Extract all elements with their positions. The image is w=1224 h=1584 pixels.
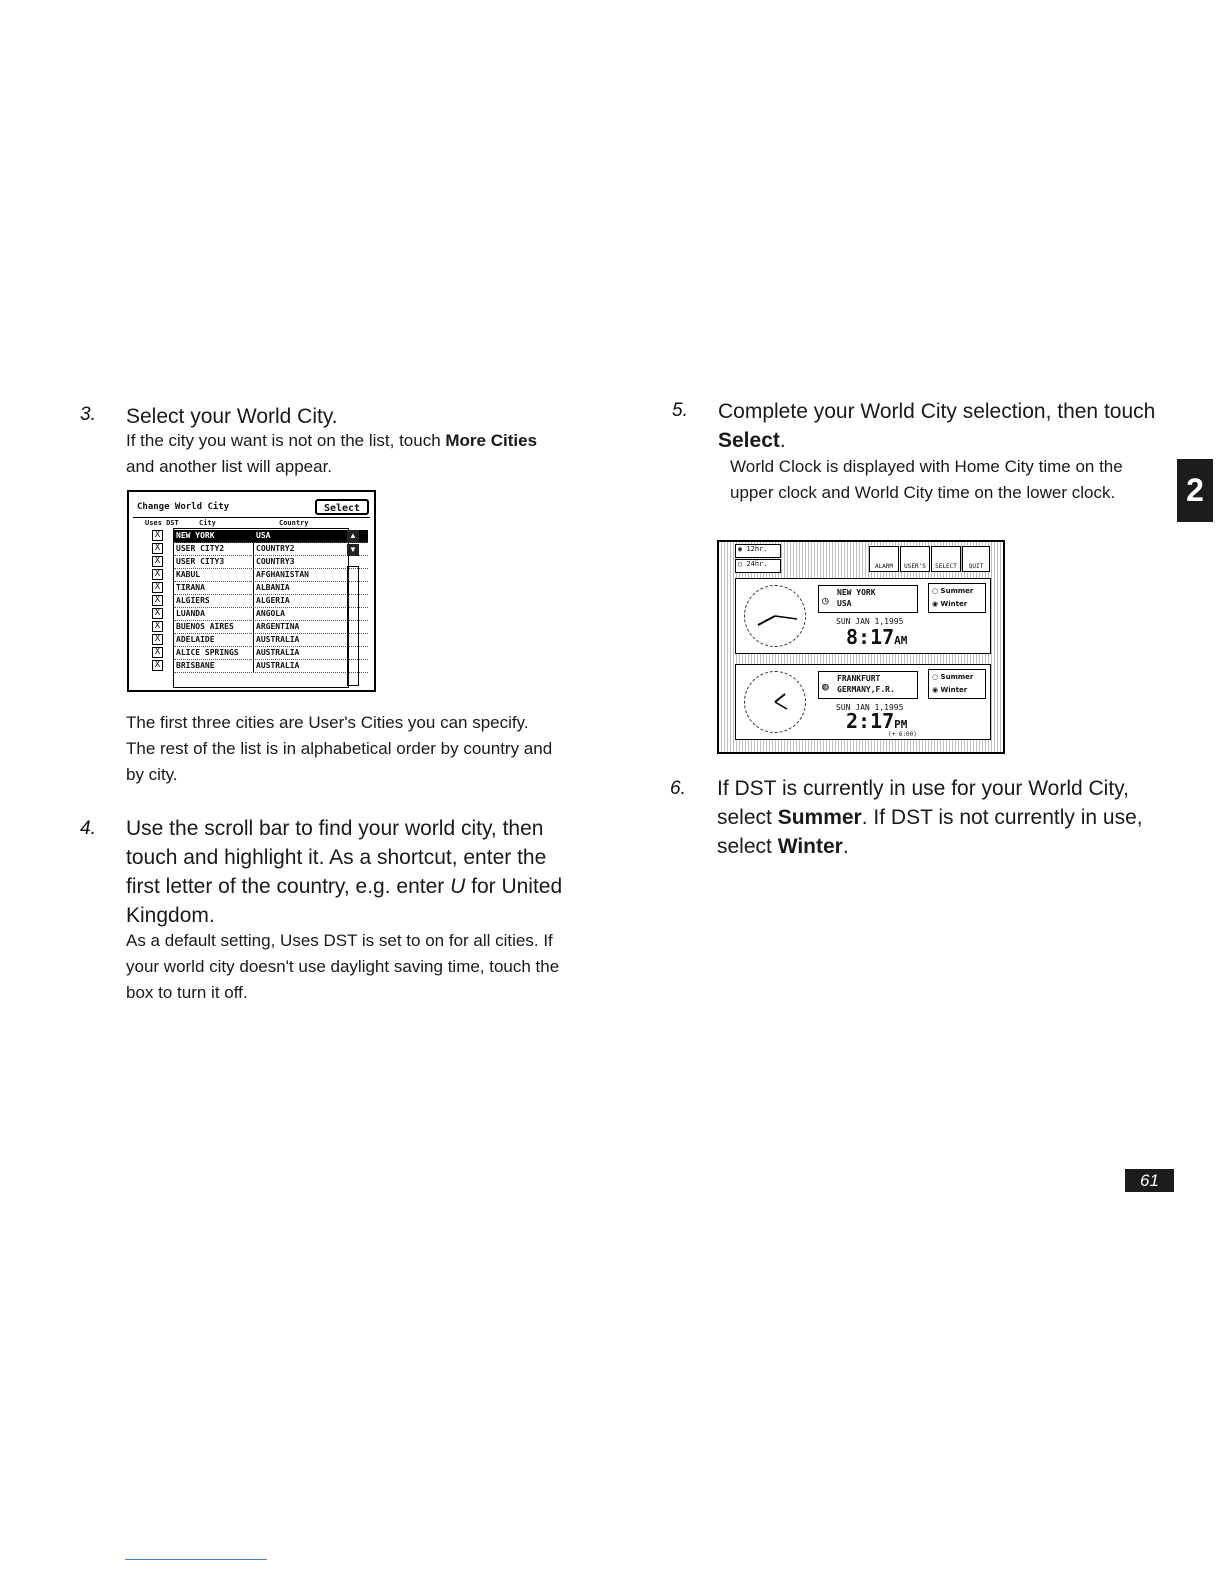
alarm-button[interactable]: ALARM	[869, 546, 899, 572]
step-4-number: 4.	[80, 818, 96, 839]
uses-dst-checkbox[interactable]: X	[152, 595, 163, 606]
column-divider	[253, 621, 254, 633]
country-name: ALGERIA	[256, 596, 290, 605]
column-divider	[253, 647, 254, 659]
world-city-box[interactable]: ◍ FRANKFURT GERMANY,F.R.	[818, 671, 918, 699]
option-24hr[interactable]: ○ 24hr.	[735, 559, 781, 573]
world-time: 2:17PM	[846, 709, 908, 733]
uses-dst-checkbox[interactable]: X	[152, 634, 163, 645]
column-divider	[253, 556, 254, 568]
step-5-body: World Clock is displayed with Home City time on the upper clock and World City time on the lower clock.	[730, 457, 1123, 502]
world-dst-box[interactable]: ○ Summer ◉ Winter	[928, 669, 986, 699]
country-name: AUSTRALIA	[256, 648, 300, 657]
quit-button[interactable]: QUIT	[962, 546, 990, 572]
home-clock-icon: ◷	[822, 594, 829, 607]
col-city: City	[199, 519, 216, 527]
clock-hands-icon	[745, 586, 805, 646]
scroll-bar[interactable]	[347, 566, 359, 686]
city-row[interactable]	[174, 595, 368, 608]
city-name: BRISBANE	[176, 661, 215, 670]
country-name: ARGENTINA	[256, 622, 300, 631]
home-dst-box[interactable]: ○ Summer ◉ Winter	[928, 583, 986, 613]
country-name: AFGHANISTAN	[256, 570, 309, 579]
city-row[interactable]	[174, 621, 368, 634]
city-name: ADELAIDE	[176, 635, 215, 644]
country-name: USA	[256, 531, 271, 540]
country-name: COUNTRY2	[256, 544, 295, 553]
step-4-body: As a default setting, Uses DST is set to on for all cities. If your world city doesn't use daylight saving time, touch the box to turn it off.	[126, 931, 560, 1002]
select-city-button[interactable]: SELECT	[931, 546, 961, 572]
country-name: ANGOLA	[256, 609, 285, 618]
column-divider	[253, 530, 254, 542]
divider	[133, 517, 370, 518]
change-world-city-screen	[127, 490, 376, 692]
country-name: ALBANIA	[256, 583, 290, 592]
city-name: KABUL	[176, 570, 201, 579]
step-3-body: If the city you want is not on the list, touch More Cities and another list will appear.	[126, 431, 538, 476]
step-3-note: The first three cities are User's Cities you can specify. The rest of the list is in alphabetical order by country and by city.	[126, 713, 553, 784]
select-button[interactable]: Select	[315, 499, 369, 515]
uses-dst-checkbox[interactable]: X	[152, 556, 163, 567]
city-name: NEW YORK	[176, 531, 215, 540]
city-name: BUENOS AIRES	[176, 622, 234, 631]
column-divider	[253, 660, 254, 672]
home-city-box[interactable]: ◷ NEW YORK USA	[818, 585, 918, 613]
step-6-heading: If DST is currently in use for your World City, select Summer. If DST is not currently in use, select Winter.	[717, 777, 1143, 858]
home-date: SUN JAN 1,1995	[836, 617, 904, 626]
scroll-up-icon[interactable]: ▲	[347, 530, 359, 542]
home-time: 8:17AM	[846, 625, 908, 649]
option-12hr[interactable]: ◉ 12hr.	[735, 544, 781, 558]
city-row[interactable]	[174, 660, 368, 673]
world-date: SUN JAN 1,1995	[836, 703, 904, 712]
city-row[interactable]	[174, 569, 368, 582]
city-row[interactable]	[174, 556, 368, 569]
chapter-tab: 2	[1177, 459, 1213, 522]
city-name: TIRANA	[176, 583, 205, 592]
step-6-number: 6.	[670, 778, 686, 799]
uses-dst-checkbox[interactable]: X	[152, 621, 163, 632]
column-divider	[253, 595, 254, 607]
city-name: USER CITY3	[176, 557, 225, 566]
globe-icon: ◍	[822, 680, 829, 693]
step-4-heading: Use the scroll bar to find your world city, then touch and highlight it. As a shortcut, enter the first letter of the country, e.g. enter U for United Kingdom.	[126, 817, 563, 927]
column-divider	[253, 582, 254, 594]
city-list[interactable]	[173, 528, 349, 688]
uses-dst-checkbox[interactable]: X	[152, 569, 163, 580]
uses-dst-checkbox[interactable]: X	[152, 530, 163, 541]
uses-dst-checkbox[interactable]: X	[152, 647, 163, 658]
world-clock-panel	[735, 664, 991, 740]
home-analog-clock	[744, 585, 806, 647]
city-row[interactable]	[174, 530, 368, 543]
country-name: AUSTRALIA	[256, 661, 300, 670]
country-name: AUSTRALIA	[256, 635, 300, 644]
column-divider	[253, 634, 254, 646]
world-offset: (+ 6:00)	[888, 731, 917, 738]
uses-dst-checkbox[interactable]: X	[152, 582, 163, 593]
footer-rule	[125, 1559, 267, 1560]
page-number: 61	[1125, 1169, 1174, 1192]
city-name: LUANDA	[176, 609, 205, 618]
column-divider	[253, 608, 254, 620]
uses-dst-checkbox[interactable]: X	[152, 543, 163, 554]
city-row[interactable]	[174, 634, 368, 647]
city-row[interactable]	[174, 582, 368, 595]
uses-dst-checkbox[interactable]: X	[152, 608, 163, 619]
step-5-number: 5.	[672, 400, 688, 421]
step-5-heading: Complete your World City selection, then touch Select.	[718, 400, 1156, 452]
step-3-number: 3.	[80, 404, 96, 425]
home-clock-panel	[735, 578, 991, 654]
step-3-title: Select your World City.	[126, 405, 338, 428]
users-button[interactable]: USER'S	[900, 546, 930, 572]
col-country: Country	[279, 519, 309, 527]
city-row[interactable]	[174, 647, 368, 660]
city-row[interactable]	[174, 608, 368, 621]
city-name: USER CITY2	[176, 544, 225, 553]
clock-hands-icon	[745, 672, 805, 732]
col-uses-dst: Uses DST	[145, 519, 179, 527]
column-divider	[253, 543, 254, 555]
screen-title: Change World City	[137, 502, 230, 512]
world-analog-clock	[744, 671, 806, 733]
world-clock-screen	[717, 540, 1005, 754]
city-name: ALICE SPRINGS	[176, 648, 239, 657]
city-row[interactable]	[174, 543, 368, 556]
uses-dst-checkbox[interactable]: X	[152, 660, 163, 671]
column-divider	[253, 569, 254, 581]
country-name: COUNTRY3	[256, 557, 295, 566]
city-name: ALGIERS	[176, 596, 210, 605]
scroll-down-icon[interactable]: ▼	[347, 544, 359, 556]
